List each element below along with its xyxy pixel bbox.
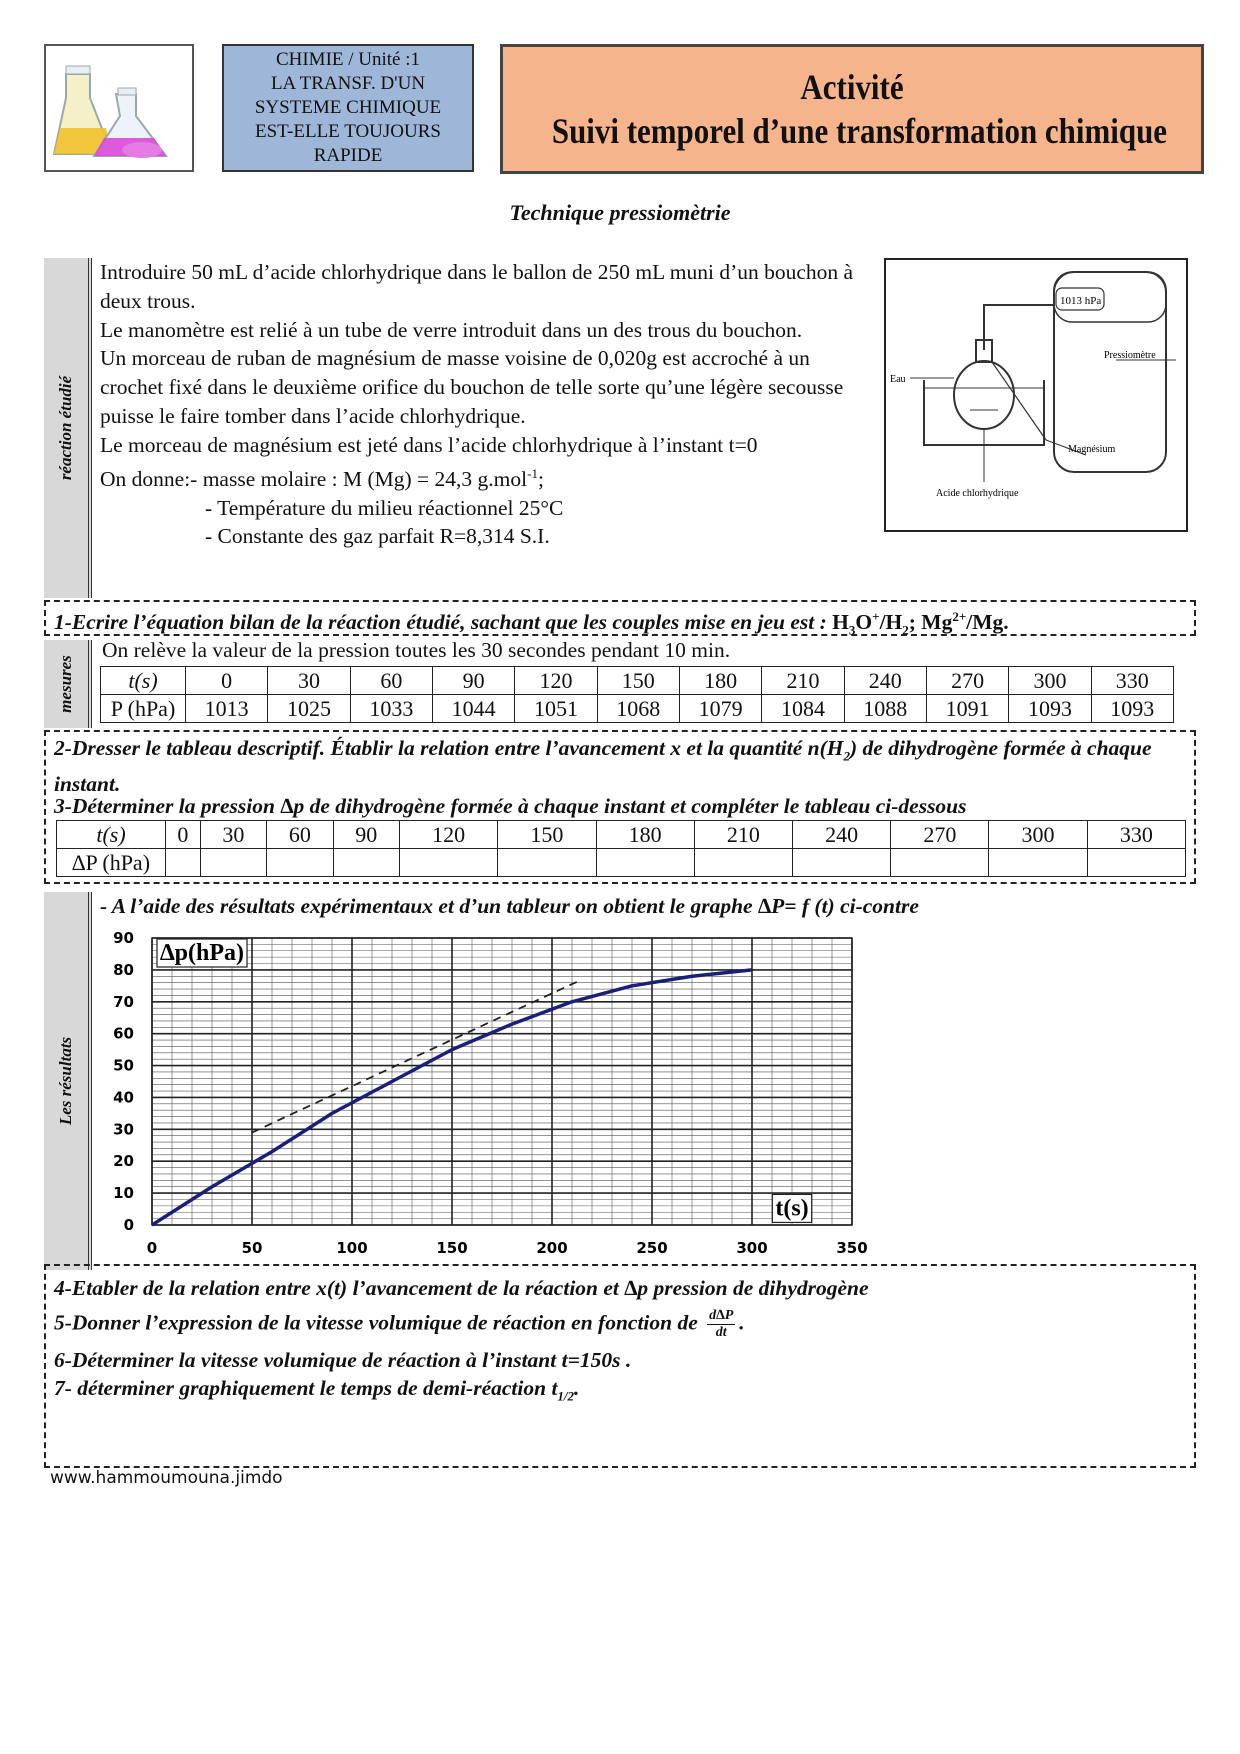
table-cell: 1091	[926, 695, 1008, 723]
given-temperature: - Température du milieu réactionnel 25°C	[205, 495, 564, 520]
table-cell: 210	[694, 821, 792, 849]
given-suffix: ;	[537, 466, 544, 491]
question-5-suffix: .	[739, 1310, 745, 1335]
questions-2-3-box	[44, 730, 1196, 884]
table-cell: 150	[498, 821, 596, 849]
derivative-fraction	[707, 1308, 735, 1341]
table-cell-empty[interactable]	[1087, 849, 1185, 877]
pressiometer-display: 1013 hPa	[1060, 295, 1102, 307]
question-3: 3-Déterminer la pression ∆p de dihydrogène formée à chaque instant et compléter le tableau ci-dessous	[54, 794, 967, 818]
plot-area	[152, 938, 852, 1225]
question-1-box	[44, 600, 1196, 636]
formula-part: ; Mg	[908, 610, 953, 635]
pressure-table	[100, 666, 1174, 723]
y-tick-label: 40	[113, 1088, 134, 1107]
x-axis-label: t(s)	[775, 1195, 809, 1222]
table-cell-empty[interactable]	[694, 849, 792, 877]
table-cell: 210	[762, 667, 844, 695]
question-2-sub: 2	[843, 748, 850, 764]
footer-url: www.hammoumouna.jimdo	[50, 1468, 283, 1488]
question-2	[54, 734, 1184, 798]
table-cell: 1051	[515, 695, 597, 723]
grid-minor	[152, 938, 852, 1225]
y-tick-label: 0	[123, 1216, 134, 1234]
x-tick-label: 250	[636, 1239, 668, 1257]
couple-formula	[832, 609, 1009, 638]
table-row	[101, 667, 1174, 695]
table-cell-empty[interactable]	[498, 849, 596, 877]
label-eau: Eau	[890, 374, 906, 385]
unit-line: CHIMIE / Unité :1	[275, 49, 421, 70]
questions-4-7-box	[44, 1264, 1196, 1468]
label-magnesium: Magnésium	[1068, 444, 1116, 455]
formula-part: /H	[879, 610, 903, 635]
x-tick-label: 0	[146, 1239, 158, 1257]
formula-sup: 2+	[952, 609, 967, 624]
question-7-suffix: .	[574, 1376, 580, 1400]
x-tick-label: 50	[241, 1239, 263, 1257]
question-6: 6-Déterminer la vitesse volumique de réaction à l’instant t=150s .	[54, 1348, 632, 1372]
sidebar-resultats	[44, 892, 92, 1270]
title-box	[500, 44, 1204, 174]
table-cell: 1013	[186, 695, 268, 723]
unit-line: LA TRANSF. D'UN	[270, 73, 426, 94]
table-cell: 1025	[268, 695, 350, 723]
x-tick-label: 350	[836, 1239, 868, 1257]
table-cell: 300	[989, 821, 1087, 849]
sidebar-reaction-label: réaction étudié	[56, 375, 76, 481]
y-tick-label: 30	[113, 1120, 134, 1139]
table-cell: 0	[166, 821, 201, 849]
unit-line: SYSTEME CHIMIQUE	[254, 97, 442, 118]
table-cell: 90	[333, 821, 399, 849]
question-7-text: 7- déterminer graphiquement le temps de demi-réaction t	[54, 1376, 558, 1400]
delta-p-table	[56, 820, 1186, 877]
table-cell: 240	[792, 821, 890, 849]
table-cell-empty[interactable]	[891, 849, 989, 877]
formula-sub: 2	[902, 622, 909, 638]
question-2-text: ) de dihydrogène formée à chaque instant.	[54, 736, 1152, 797]
table-cell-empty[interactable]	[267, 849, 333, 877]
table-header: t(s)	[57, 821, 166, 849]
table-cell: 1044	[432, 695, 514, 723]
x-tick-label: 200	[536, 1239, 568, 1257]
table-cell-empty[interactable]	[596, 849, 694, 877]
table-header: ∆P (hPa)	[57, 849, 166, 877]
table-header: t(s)	[101, 667, 186, 695]
table-cell: 330	[1091, 667, 1173, 695]
sidebar-reaction	[44, 258, 92, 598]
intro-paragraph: Un morceau de ruban de magnésium de masse voisine de 0,020g est accroché à un crochet fixé dans le deuxième orifice du bouchon de telle sorte qu’une légère secousse puisse le faire tomber dans l’acide chlorhydrique.	[100, 346, 844, 428]
given-data	[100, 460, 870, 494]
mesures-intro: On relève la valeur de la pression toutes les 30 secondes pendant 10 min.	[102, 638, 731, 662]
table-cell: 120	[515, 667, 597, 695]
question-2-text: 2-Dresser le tableau descriptif. Établir la relation entre l’avancement x et la quantité n(H	[54, 736, 844, 760]
table-cell: 1084	[762, 695, 844, 723]
table-row	[57, 849, 1186, 877]
x-tick-label: 300	[736, 1239, 768, 1257]
table-cell: 0	[186, 667, 268, 695]
page-subtitle-title: Suivi temporel d’une transformation chimique	[551, 111, 1168, 151]
apparatus-svg	[886, 260, 1186, 530]
question-4: 4-Etabler de la relation entre x(t) l’avancement de la réaction et ∆p pression de dihydrogène	[54, 1276, 869, 1300]
question-5-text: 5-Donner l’expression de la vitesse volumique de réaction en fonction de	[54, 1310, 698, 1335]
table-cell: 330	[1087, 821, 1185, 849]
question-7	[54, 1374, 579, 1410]
y-tick-label: 90	[113, 929, 134, 947]
unit-line: RAPIDE	[313, 145, 383, 166]
table-cell-empty[interactable]	[333, 849, 399, 877]
chart-container	[100, 920, 900, 1260]
table-cell-empty[interactable]	[792, 849, 890, 877]
fraction-numerator: d∆P	[709, 1308, 734, 1323]
formula-sub: 3	[848, 622, 856, 638]
unit-box	[222, 44, 474, 172]
table-cell: 300	[1009, 667, 1091, 695]
y-tick-label: 70	[113, 992, 134, 1011]
given-gas-constant: - Constante des gaz parfait R=8,314 S.I.	[205, 524, 550, 549]
formula-part: H	[832, 610, 849, 635]
table-cell: 1033	[350, 695, 432, 723]
fraction-denominator: dt	[715, 1325, 727, 1340]
table-cell: 90	[432, 667, 514, 695]
formula-sup: +	[872, 609, 880, 624]
table-cell: 180	[679, 667, 761, 695]
table-cell: 30	[268, 667, 350, 695]
table-cell: 1088	[844, 695, 926, 723]
table-cell: 1068	[597, 695, 679, 723]
table-cell-empty[interactable]	[200, 849, 266, 877]
chemistry-flasks-icon	[46, 46, 192, 170]
technique-subtitle: Technique pressiomètrie	[509, 200, 731, 225]
given-molar-mass: On donne:- masse molaire : M (Mg) = 24,3 g.mol	[100, 466, 528, 491]
table-cell-empty[interactable]	[400, 849, 498, 877]
given-exponent: -1	[527, 465, 538, 481]
table-cell: 1093	[1091, 695, 1173, 723]
table-cell: 240	[844, 667, 926, 695]
y-tick-label: 50	[113, 1056, 134, 1075]
table-cell: 120	[400, 821, 498, 849]
formula-part: O	[855, 610, 873, 635]
apparatus-diagram	[884, 258, 1188, 532]
question-1-text: 1-Ecrire l’équation bilan de la réaction étudié, sachant que les couples mise en jeu est :	[54, 610, 833, 635]
x-tick-label: 100	[336, 1239, 368, 1257]
logo-box	[44, 44, 194, 172]
table-cell: 1093	[1009, 695, 1091, 723]
question-5	[54, 1308, 745, 1341]
x-tick-label: 150	[436, 1239, 468, 1257]
label-pressiometre: Pressiomètre	[1104, 350, 1156, 361]
table-cell: 270	[891, 821, 989, 849]
question-7-sub: 1/2	[557, 1388, 575, 1404]
table-cell-empty[interactable]	[989, 849, 1087, 877]
intro-paragraph: Le manomètre est relié à un tube de verre introduit dans un des trous du bouchon.	[100, 317, 803, 342]
table-cell: 30	[200, 821, 266, 849]
table-cell: 60	[350, 667, 432, 695]
table-cell: 270	[926, 667, 1008, 695]
sidebar-mesures-label: mesures	[56, 655, 75, 713]
table-cell: 150	[597, 667, 679, 695]
y-tick-label: 20	[113, 1152, 134, 1171]
formula-part: /Mg.	[966, 610, 1009, 635]
table-cell: 1079	[679, 695, 761, 723]
table-header: P (hPa)	[101, 695, 186, 723]
sidebar-mesures	[44, 640, 92, 728]
table-row	[101, 695, 1174, 723]
label-acide: Acide chlorhydrique	[936, 488, 1019, 499]
intro-paragraph: Le morceau de magnésium est jeté dans l’acide chlorhydrique à l’instant t=0	[100, 432, 758, 457]
unit-line: EST-ELLE TOUJOURS	[255, 121, 441, 142]
y-axis-label: ∆p(hPa)	[160, 940, 245, 966]
sidebar-resultats-label: Les résultats	[56, 1036, 75, 1126]
resultats-intro: - A l’aide des résultats expérimentaux et d’un tableur on obtient le graphe ∆P= f (t) ci-contre	[100, 894, 919, 918]
page-title: Activité	[800, 67, 904, 107]
table-cell: 180	[596, 821, 694, 849]
table-row	[57, 821, 1186, 849]
table-cell: 60	[267, 821, 333, 849]
y-tick-label: 60	[113, 1024, 134, 1043]
intro-paragraph: Introduire 50 mL d’acide chlorhydrique dans le ballon de 250 mL muni d’un bouchon à deux trous.	[100, 260, 854, 313]
intro-text	[100, 258, 870, 551]
table-cell-empty[interactable]	[166, 849, 201, 877]
y-tick-label: 80	[113, 960, 134, 979]
y-tick-label: 10	[113, 1184, 134, 1203]
delta-p-chart	[100, 920, 900, 1260]
